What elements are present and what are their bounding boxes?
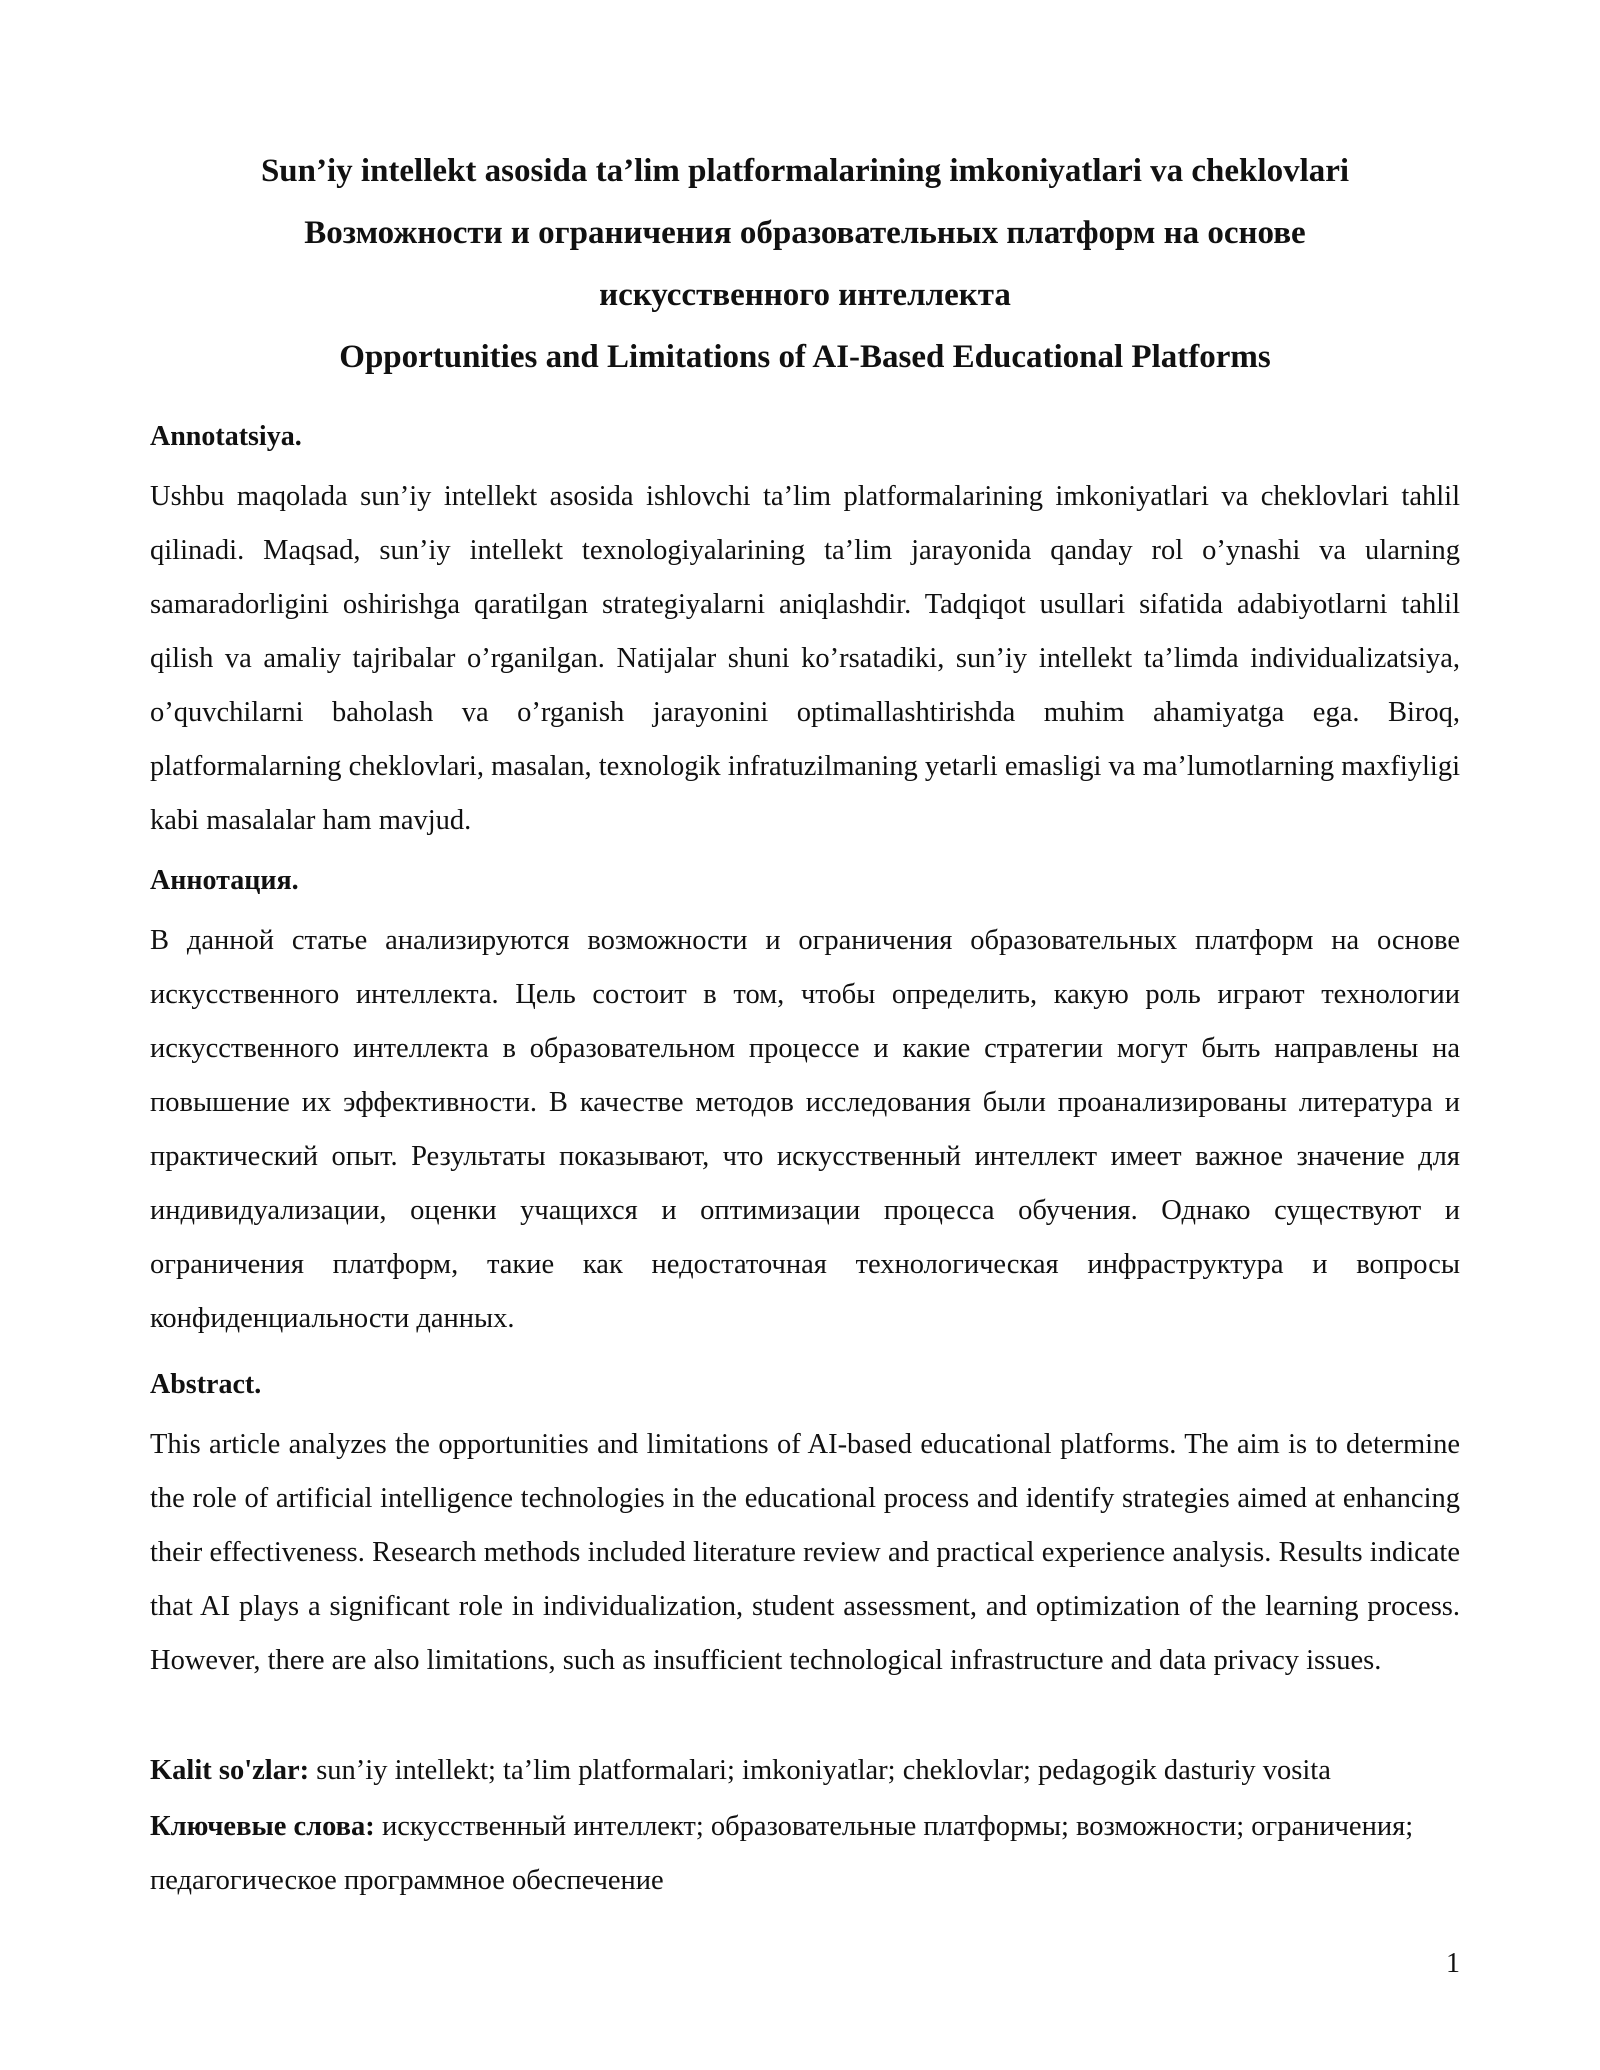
annotatsiya-ru-text: В данной статье анализируются возможности и ограничения образовательных платформ на основе искусственного интеллекта. Цель состоит в том, чтобы определить, какую роль играют технологии искусственного интеллекта в образовательном процессе и какие стратегии могут быть направлены на повышение их эффективности. В качестве методов исследования были проанализированы литература и практический опыт. Результаты показывают, что искусственный интеллект имеет важное значение для индивидуализации, оценки учащихся и оптимизации процесса обучения. Однако существуют и ограничения платформ, такие как недостаточная технологическая инфраструктура и вопросы конфиденциальности данных. xyxy=(150,925,1460,1334)
annotatsiya-ru-section xyxy=(150,862,1460,1346)
keywords-section xyxy=(150,1744,1460,1908)
abstract-section xyxy=(150,1366,1460,1688)
title-uzbek: Sun’iy intellekt asosida ta’lim platformalarining imkoniyatlari va cheklovlari xyxy=(260,153,1350,189)
title-block xyxy=(150,140,1460,388)
abstract-text: This article analyzes the opportunities and limitations of AI-based educational platforms. The aim is to determine the role of artificial intelligence technologies in the educational process and identify strategies aimed at enhancing their effectiveness. Research methods included literature review and practical experience analysis. Results indicate that AI plays a significant role in individualization, student assessment, and optimization of the learning process. However, there are also limitations, such as insufficient technological infrastructure and data privacy issues. xyxy=(150,1429,1460,1676)
annotatsiya-text: Ushbu maqolada sun’iy intellekt asosida ishlovchi ta’lim platformalarining imkoniyatlari va cheklovlari tahlil qilinadi. Maqsad, sun’iy intellekt texnologiyalarining ta’lim jarayonida qanday rol o’ynashi va ularning samaradorligini oshirishga qaratilgan strategiyalarni aniqlashdir. Tadqiqot usullari sifatida adabiyotlarni tahlil qilish va amaliy tajribalar o’rganilgan. Natijalar shuni ko’rsatadiki, sun’iy intellekt ta’limda individualizatsiya, o’quvchilarni baholash va o’rganish jarayonini optimallashtirishda muhim ahamiyatga ega. Biroq, platformalarning cheklovlari, masalan, texnologik infratuzilmaning yetarli emasligi va ma’lumotlarning maxfiyligi kabi masalalar ham mavjud. xyxy=(150,481,1460,836)
annotatsiya-ru-heading: Аннотация. xyxy=(150,865,299,896)
keywords-russian-label: Ключевые слова: xyxy=(150,1811,375,1842)
keywords-russian-text: искусственный интеллект; образовательные платформы; возможности; ограничения; педагогическое программное обеспечение xyxy=(150,1811,1414,1896)
keywords-uzbek xyxy=(150,1744,1460,1798)
abstract-heading: Abstract. xyxy=(150,1369,262,1400)
keywords-russian xyxy=(150,1800,1460,1908)
page-number: 1 xyxy=(1446,1948,1460,1979)
keywords-uzbek-label: Kalit so'zlar: xyxy=(150,1755,310,1786)
annotatsiya-section xyxy=(150,418,1460,848)
keywords-uzbek-text: sun’iy intellekt; ta’lim platformalari; imkoniyatlar; cheklovlar; pedagogik dasturiy vosita xyxy=(309,1755,1331,1786)
title-russian: Возможности и ограничения образовательных платформ на основе искусственного интеллекта xyxy=(304,215,1306,313)
annotatsiya-heading: Annotatsiya. xyxy=(150,421,302,452)
title-english: Opportunities and Limitations of AI-Based Educational Platforms xyxy=(339,339,1271,375)
